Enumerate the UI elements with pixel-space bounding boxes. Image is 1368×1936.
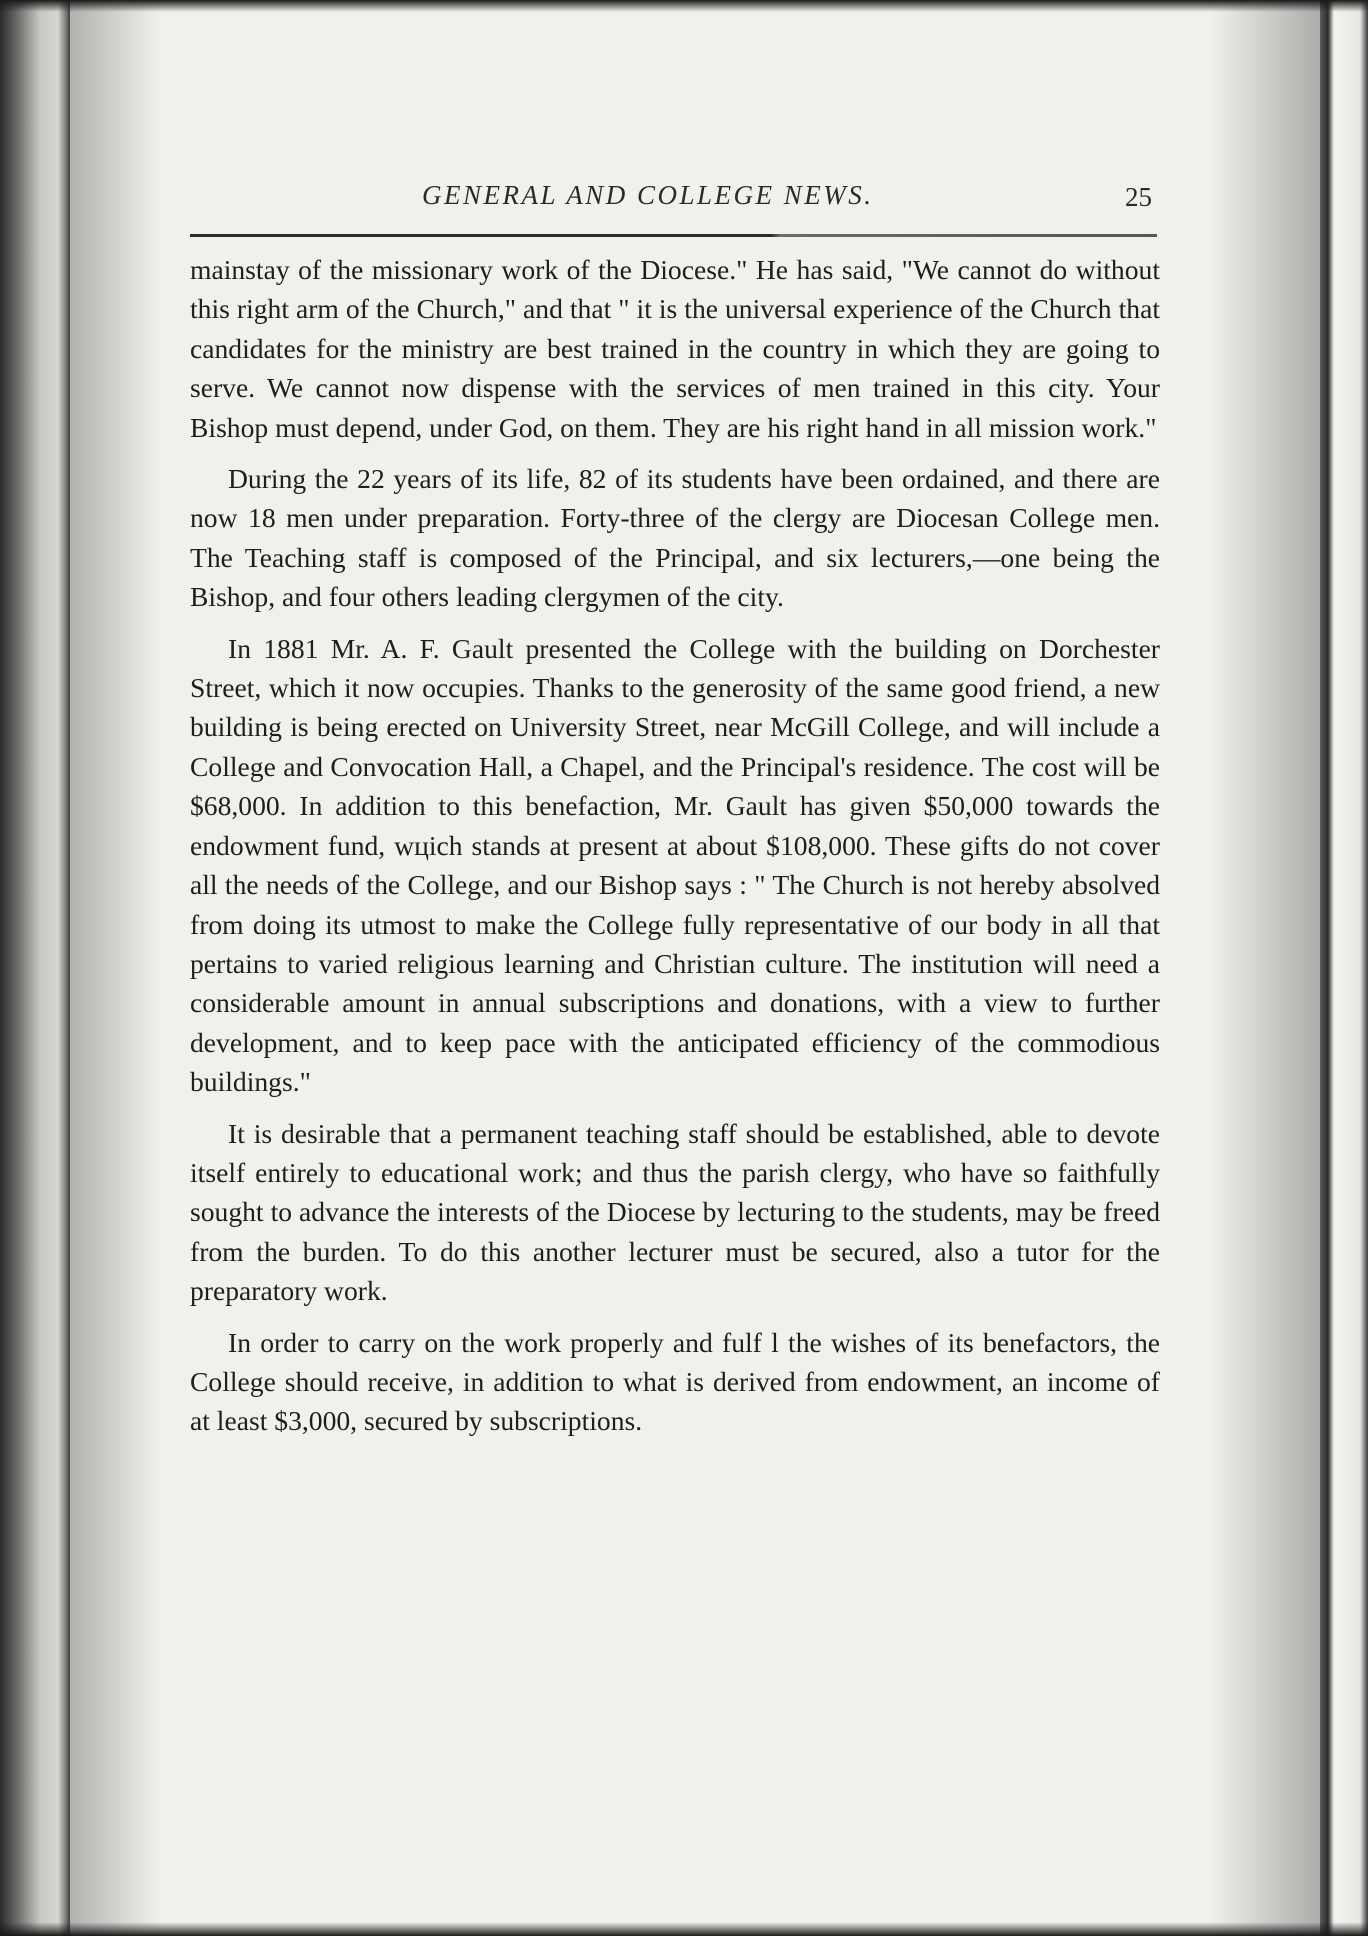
page-shadow-right [1210, 0, 1320, 1936]
page-edge-right [1320, 0, 1368, 1936]
page-header [190, 180, 1160, 230]
binding-edge-left [0, 0, 70, 1936]
header-rule [190, 234, 1157, 237]
paragraph: It is desirable that a permanent teaching staff should be established, able to devote itself entirely to educational work; and thus the parish clergy, who have so faithfully sought to advance the interests of the Diocese by lecturing to the students, may be freed from the burden. To do this another lecturer must be secured, also a tutor for the preparatory work. [190, 1117, 1160, 1307]
scan-edge-top [0, 0, 1368, 12]
scan-edge-bottom [0, 1922, 1368, 1936]
paragraph: In order to carry on the work properly and fulf l the wishes of its benefactors, the College should receive, in addition to what is derived from endowment, an income of at least $3,000, secured by subscriptions. [190, 1326, 1160, 1437]
running-title: GENERAL AND COLLEGE NEWS. [422, 180, 874, 210]
gutter-shadow-left [70, 0, 160, 1936]
page-number: 25 [1125, 182, 1152, 212]
paragraph-continuation: mainstay of the missionary work of the Diocese." He has said, "We cannot do without this right arm of the Church," and that " it is the universal experience of the Church that candidates for the ministry are best trained in the country in which they are going to serve. We cannot now dispense with the services of men trained in this city. Your Bishop must depend, under God, on them. They are his right hand in all mission work." [190, 254, 1160, 443]
paragraph: In 1881 Mr. A. F. Gault presented the College with the building on Dorchester Street, which it now occupies. Thanks to the generosity of the same good friend, a new building is being erected on University Street, near McGill College, and will include a College and Convocation Hall, a Chapel, and the Principal's residence. The cost will be $68,000. In addition to this benefaction, Mr. Gault has given $50,000 towards the endowment fund, wцich stands at present at about $108,000. These gifts do not cover all the needs of the College, and our Bishop says : " The Church is not hereby absolved from doing its utmost to make the College fully representative of our body in all that pertains to varied religious learning and Christian culture. The institution will need a considerable amount in annual subscriptions and donations, with a view to further development, and to keep pace with the anticipated efficiency of the commodious buildings." [190, 632, 1160, 1098]
paragraph: During the 22 years of its life, 82 of its students have been ordained, and there are now 18 men under preparation. Forty-three of the clergy are Diocesan College men. The Teaching staff is composed of the Principal, and six lecturers,—one being the Bishop, and four others leading clergymen of the city. [190, 463, 1160, 613]
article-body [190, 250, 1160, 1453]
